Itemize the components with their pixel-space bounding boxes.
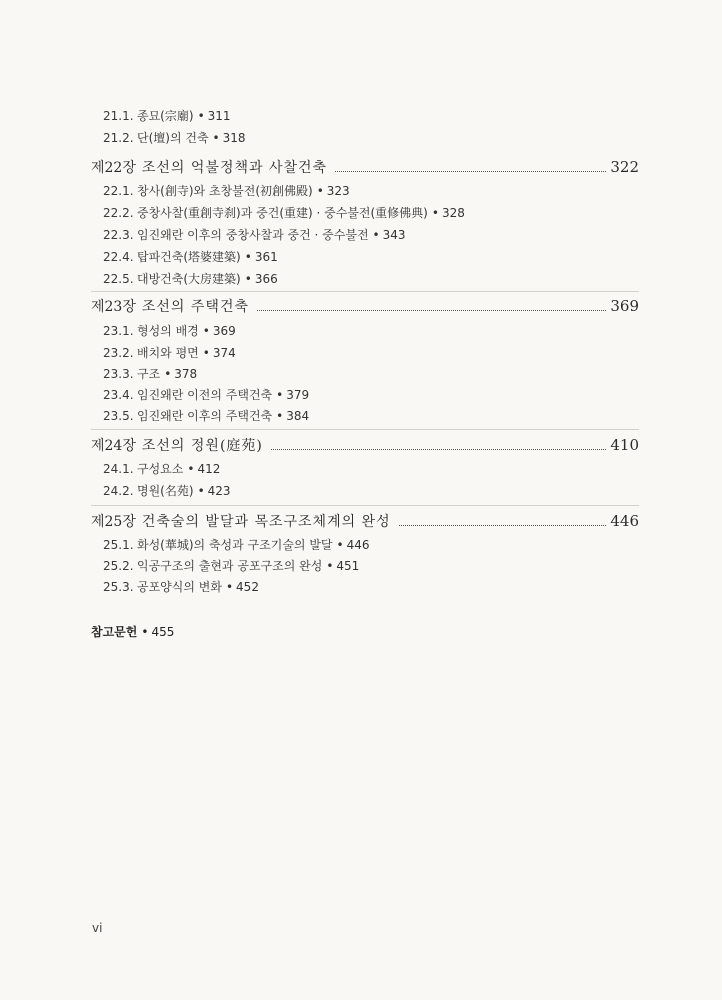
entry-number: 22.2. <box>103 206 134 220</box>
entry-page: 423 <box>207 484 231 498</box>
section-divider <box>91 291 639 292</box>
toc-chapter-25[interactable] <box>91 512 639 531</box>
toc-entry-23-3[interactable] <box>103 366 197 382</box>
toc-references[interactable] <box>91 624 174 640</box>
entry-page: 323 <box>326 184 350 198</box>
entry-title: 형성의 배경 <box>137 324 199 338</box>
toc-entry-24-2[interactable] <box>103 483 231 499</box>
entry-number: 23.5. <box>103 409 134 423</box>
separator-bullet: • <box>202 346 210 360</box>
toc-entry-23-1[interactable] <box>103 323 236 339</box>
separator-bullet: • <box>197 109 205 123</box>
entry-title: 단(壇)의 건축 <box>137 131 209 145</box>
entry-title: 임진왜란 이후의 중창사찰과 중건 · 중수불전 <box>137 228 369 242</box>
toc-entry-25-3[interactable] <box>103 579 259 595</box>
chapter-page: 410 <box>610 436 639 454</box>
separator-bullet: • <box>197 484 205 498</box>
entry-number: 22.3. <box>103 228 134 242</box>
toc-chapter-23[interactable] <box>91 297 639 316</box>
entry-number: 22.5. <box>103 272 134 286</box>
separator-bullet: • <box>244 250 252 264</box>
entry-number: 24.2. <box>103 484 134 498</box>
entry-number: 23.3. <box>103 367 134 381</box>
entry-number: 23.2. <box>103 346 134 360</box>
entry-number: 25.1. <box>103 538 134 552</box>
entry-page: 328 <box>441 206 465 220</box>
toc-entry-23-4[interactable] <box>103 387 309 403</box>
separator-bullet: • <box>316 184 324 198</box>
separator-bullet: • <box>326 559 334 573</box>
entry-title: 대방건축(大房建築) <box>137 272 241 286</box>
toc-entry-22-5[interactable] <box>103 271 278 287</box>
references-page: 455 <box>151 625 175 639</box>
entry-page: 451 <box>336 559 360 573</box>
entry-title: 중창사찰(重創寺刹)과 중건(重建) · 중수불전(重修佛典) <box>137 206 428 220</box>
separator-bullet: • <box>141 625 149 639</box>
separator-bullet: • <box>431 206 439 220</box>
separator-bullet: • <box>372 228 380 242</box>
entry-title: 창사(創寺)와 초창불전(初創佛殿) <box>137 184 313 198</box>
toc-entry-21-1[interactable] <box>103 108 231 124</box>
chapter-page: 322 <box>610 158 639 176</box>
dot-leader <box>257 309 606 311</box>
chapter-page: 446 <box>610 512 639 530</box>
entry-number: 22.4. <box>103 250 134 264</box>
entry-number: 24.1. <box>103 462 134 476</box>
entry-number: 23.1. <box>103 324 134 338</box>
section-divider <box>91 505 639 506</box>
toc-entry-23-2[interactable] <box>103 345 236 361</box>
entry-title: 구성요소 <box>137 462 184 476</box>
chapter-title: 조선의 억불정책과 사찰건축 <box>141 160 328 176</box>
entry-title: 임진왜란 이전의 주택건축 <box>137 388 273 402</box>
section-divider <box>91 429 639 430</box>
entry-page: 318 <box>222 131 246 145</box>
separator-bullet: • <box>164 367 172 381</box>
entry-number: 21.2. <box>103 131 134 145</box>
chapter-number: 제25장 <box>91 514 136 530</box>
entry-page: 361 <box>254 250 278 264</box>
entry-page: 384 <box>286 409 310 423</box>
entry-page: 378 <box>174 367 198 381</box>
separator-bullet: • <box>212 131 220 145</box>
entry-title: 공포양식의 변화 <box>137 580 222 594</box>
dot-leader <box>271 448 606 450</box>
entry-page: 311 <box>207 109 231 123</box>
entry-title: 배치와 평면 <box>137 346 199 360</box>
toc-entry-25-1[interactable] <box>103 537 370 553</box>
toc-entry-21-2[interactable] <box>103 130 246 146</box>
chapter-number: 제23장 <box>91 299 136 315</box>
entry-page: 369 <box>212 324 236 338</box>
entry-number: 22.1. <box>103 184 134 198</box>
entry-title: 명원(名苑) <box>137 484 194 498</box>
entry-page: 412 <box>197 462 221 476</box>
entry-page: 446 <box>346 538 370 552</box>
entry-number: 21.1. <box>103 109 134 123</box>
entry-page: 366 <box>254 272 278 286</box>
chapter-title: 조선의 정원(庭苑) <box>141 438 263 454</box>
entry-page: 343 <box>382 228 406 242</box>
chapter-title: 조선의 주택건축 <box>141 299 249 315</box>
page-folio: vi <box>92 921 103 935</box>
entry-title: 탑파건축(塔婆建築) <box>137 250 241 264</box>
toc-entry-22-1[interactable] <box>103 183 350 199</box>
entry-title: 구조 <box>137 367 161 381</box>
separator-bullet: • <box>202 324 210 338</box>
toc-chapter-24[interactable] <box>91 436 639 455</box>
entry-page: 452 <box>236 580 259 594</box>
toc-entry-24-1[interactable] <box>103 461 220 477</box>
toc-entry-22-2[interactable] <box>103 205 465 221</box>
entry-page: 379 <box>286 388 310 402</box>
chapter-number: 제22장 <box>91 160 136 176</box>
entry-title: 화성(華城)의 축성과 구조기술의 발달 <box>137 538 333 552</box>
chapter-page: 369 <box>610 297 639 315</box>
toc-entry-23-5[interactable] <box>103 408 309 424</box>
toc-entry-25-2[interactable] <box>103 558 359 574</box>
separator-bullet: • <box>336 538 344 552</box>
separator-bullet: • <box>225 580 234 594</box>
entry-number: 25.2. <box>103 559 134 573</box>
toc-chapter-22[interactable] <box>91 158 639 177</box>
toc-entry-22-4[interactable] <box>103 249 278 265</box>
separator-bullet: • <box>244 272 252 286</box>
entry-title: 임진왜란 이후의 주택건축 <box>137 409 273 423</box>
separator-bullet: • <box>187 462 195 476</box>
chapter-number: 제24장 <box>91 438 136 454</box>
dot-leader <box>399 524 607 526</box>
entry-number: 23.4. <box>103 388 134 402</box>
entry-page: 374 <box>212 346 236 360</box>
separator-bullet: • <box>276 388 284 402</box>
entry-number: 25.3. <box>103 580 134 594</box>
separator-bullet: • <box>276 409 284 423</box>
entry-title: 종묘(宗廟) <box>137 109 194 123</box>
entry-title: 익공구조의 출현과 공포구조의 완성 <box>137 559 323 573</box>
toc-entry-22-3[interactable] <box>103 227 406 243</box>
chapter-title: 건축술의 발달과 목조구조체계의 완성 <box>141 514 391 530</box>
references-label: 참고문헌 <box>91 625 138 639</box>
dot-leader <box>335 170 606 172</box>
